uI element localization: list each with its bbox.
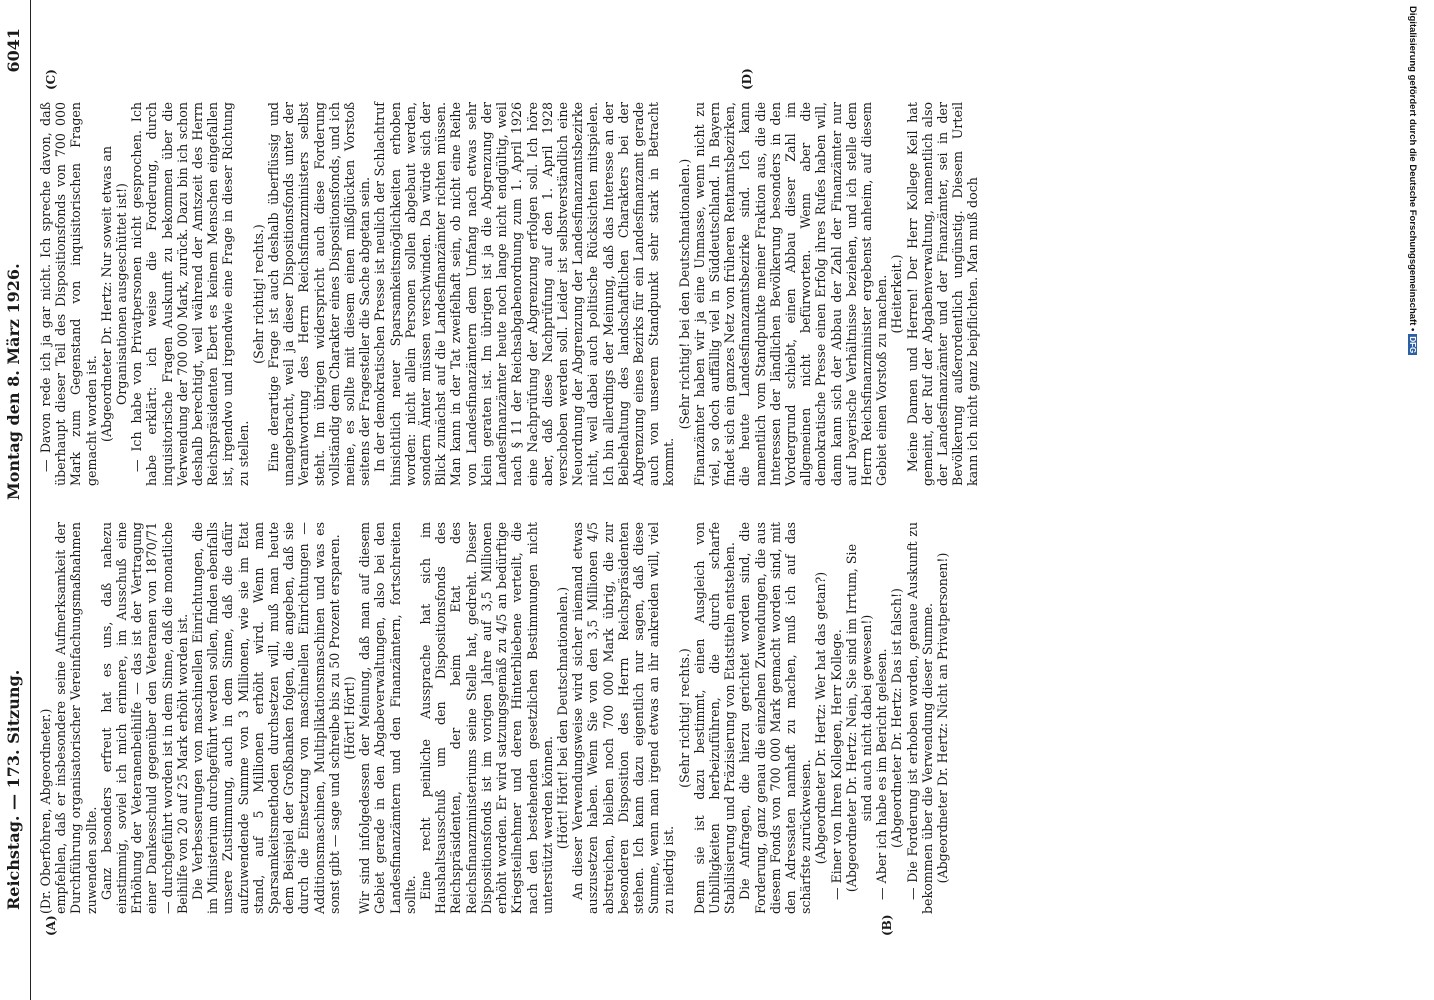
paragraph: — Einer von Ihren Kollegen, Herr Kollege. — [828, 629, 844, 900]
header-date: Montag den 8. März 1926. — [4, 263, 23, 500]
paragraph: Meine Damen und Herren! Der Herr Kollege Keil hat gemeint, der Ruf der Abgabenverwaltung, namentlich also der Landesfinanzämter und der Finanzämter, sei in der Bevölkerung außerordentlich ungünstig. Diesem Urteil kann ich nicht ganz beipflichten. Man muß doch — [904, 102, 981, 486]
paragraph: Die Anfragen, die hierzu gerichtet worden sind, die Forderung, ganz genau die einzelnen Zuwendungen, die aus diesem Fonds von 700 000 Mark gemacht worden sind, mit den Adressaten namhaft zu machen, muß ich auf das schärfste zurückweisen. — [737, 522, 814, 914]
paragraph: empfehlen, daß er insbesondere seine Aufmerksamkeit der Durchführung organisatorischer Vereinfachungsmaßnahmen zuwenden sollte. — [53, 522, 99, 914]
page-header — [0, 0, 31, 1000]
paragraph: (Abgeordneter Dr. Hertz: Wer hat das getan?) — [813, 571, 829, 865]
paragraph: Eine derartige Frage ist auch deshalb überflüssig und unangebracht, weil ja dieser Dispositionsfonds unter der Verantwortung des Herrn Reichsfinanzministers selbst steht. Im übrigen widerspricht auch diese Forderung vollständig dem Charakter eines Dispositionsfonds, und ich meine, es sollte mit diesem einen mißglückten Vorstoß seitens der Fragesteller die Sache abgetan sein. — [266, 102, 373, 486]
paragraph: (Sehr richtig! rechts.) — [250, 224, 266, 364]
paragraph: An dieser Verwendungsweise wird sicher niemand etwas auszusetzen haben. Wenn Sie von den 3,5 Millionen 4/5 abstreichen, bleiben noch 700 000 Mark übrig, die zur besonderen Disposition des Herrn Reichspräsidenten stehen. Ich kann dazu eigentlich nur sagen, daß diese Summe, wenn man irgend etwas an ihr ankreiden will, viel zu niedrig ist. — [570, 522, 677, 914]
paragraph: — Davon rede ich ja gar nicht. Ich spreche davon, daß überhaupt dieser Teil des Dispositionsfonds von 700 000 Mark zum Gegenstand von inquisitorischen Fragen gemacht worden ist. — [38, 102, 99, 486]
left-column — [38, 522, 950, 914]
paragraph: Eine recht peinliche Aussprache hat sich im Haushaltsausschuß um den Dispositionsfonds des Reichspräsidenten, der beim Etat des Reichsfinanzministeriums seine Stelle hat, gedreht. Dieser Dispositionsfonds ist im vorigen Jahre auf 3,5 Millionen erhöht worden. Er wird satzungsgemäß zu 4/5 an bedürftige Kriegsteilnehmer und deren Hinterbliebene verteilt, die nach den bestehenden gesetzlichen Bestimmungen nicht unterstützt werden können. — [418, 522, 555, 914]
margin-marker-a: (A) — [44, 915, 58, 936]
digitization-credit — [1402, 6, 1418, 994]
paragraph: — Die Forderung ist erhoben worden, genaue Auskunft zu bekommen über die Verwendung dieser Summe. — [904, 522, 935, 914]
credit-text: Digitalisierung gefördert durch die Deutsche Forschungsgemeinschaft • — [1407, 6, 1418, 332]
paragraph: Finanzämter haben wir ja eine Unmasse, wenn nicht zu viel, so doch auffällig viel in Süddeutschland. In Bayern findet sich ein ganzes Netz von früheren Rentamtsbezirken, die heute Landesfinanzamtsbezirke sind. Ich kann namentlich vom Standpunkte meiner Fraktion aus, die die Interessen der ländlichen Bevölkerung besonders in den Vordergrund schiebt, einen Abbau dieser Zahl im allgemeinen nicht befürworten. Wenn aber die demokratische Presse einen Erfolg ihres Rufes haben will, dann kann sich der Abbau der Zahl der Finanzämter nur auf bayerische Verhältnisse beziehen, und ich stelle dem Herrn Reichsfinanzminister ergebenst anheim, auf diesem Gebiet einen Vorstoß zu machen. — [691, 102, 890, 486]
paragraph: (Hört! Hört!) — [342, 676, 358, 760]
dfg-logo: DFG — [1408, 336, 1417, 354]
paragraph: (Abgeordneter Dr. Hertz: Nicht an Privatpersonen!) — [934, 552, 950, 884]
paragraph: Wir sind infolgedessen der Meinung, daß man auf diesem Gebiet gerade in den Abgabeverwaltungen, also bei den Landesfinanzämtern und den Finanzämtern, fortschreiten sollte. — [357, 522, 418, 914]
paragraph: Die Verbesserungen von maschinellen Einrichtungen, die im Ministerium durchgeführt werden sollen, finden ebenfalls unsere Zustimmung, auch in dem Sinne, daß die dafür aufzuwendende Summe von 3 Millionen, wie sie im Etat stand, auf 5 Millionen erhöht wird. Wenn man Sparsamkeitsmethoden durchsetzen will, muß man heute dem Beispiel der Großbanken folgen, die angeben, daß sie durch die Einsetzung von maschinellen Einrichtungen — Additionsmaschinen, Multiplikationsmaschinen und was es sonst gibt — sage und schreibe bis zu 50 Prozent ersparen. — [190, 522, 342, 914]
paragraph: (Abgeordneter Dr. Hertz: Nein, Sie sind im Irrtum, Sie sind auch nicht dabei gewesen!) — [843, 543, 874, 893]
paragraph: (Dr. Oberfohren, Abgeordneter.) — [38, 708, 53, 914]
paragraph: (Heiterkeit.) — [889, 254, 905, 334]
page-number: 6041 — [4, 28, 23, 73]
paragraph: Ganz besonders erfreut hat es uns, daß nahezu einstimmig, soviel ich mich erinnere, im Ausschuß eine Erhöhung der Veteranenbeihilfe — das ist der Vertragung einer Dankesschuld gegenüber den Veteranen von 1870/71 — durchgeführt worden ist in dem Sinne, daß die monatliche Beihilfe von 20 auf 25 Mark erhöht worden ist. — [98, 522, 190, 914]
paragraph: — Aber ich habe es im Bericht gelesen. — [874, 648, 890, 900]
margin-marker-d: (D) — [740, 68, 754, 90]
paragraph: Denn sie ist dazu bestimmt, einen Ausgleich von Unbilligkeiten herbeizuführen, die durch scharfe Stabilisierung und Präzisierung von Etatstiteln entstehen. — [691, 522, 738, 914]
paragraph: (Abgeordneter Dr. Hertz: Nur soweit etwas an Organisationen ausgeschüttet ist!) — [98, 146, 130, 442]
paragraph: (Sehr richtig! rechts.) — [676, 648, 692, 788]
paragraph: (Sehr richtig! bei den Deutschnationalen.) — [676, 158, 692, 430]
paragraph: In der demokratischen Presse ist neulich der Schlachtruf hinsichtlich neuer Sparsamkeitsmöglichkeiten erhoben worden: nicht allein Personen sollen abgebaut werden, sondern Ämter müssen verschwinden. Da würde sich der Blick zunächst auf die Landesfinanzämter richten müssen. Man kann in der Tat zweifelhaft sein, ob nicht eine Reihe von Landesfinanzämtern dem Umfang nach etwas sehr klein geraten ist. Im übrigen ist ja die Abgrenzung der Landesfinanzämter heute noch lange nicht endgültig, weil nach § 11 der Reichsabgabenordnung zum 1. April 1926 eine Nachprüfung der Abgrenzung erfolgen soll. Ich höre aber, daß diese Nachprüfung auf den 1. April 1928 verschoben werden soll. Leider ist selbstverständlich eine Neuordnung der Abgrenzung der Landesfinanzamtsbezirke nicht, weil dabei auch politische Rücksichten mitspielen. Ich bin allerdings der Meinung, daß das Interesse an der Beibehaltung des landschaftlichen Charakters bei der Abgrenzung eines Bezirks für ein Landesfinanzamt gerade auch von unserem Standpunkt sehr stark in Betracht kommt. — [372, 102, 677, 486]
right-column — [38, 102, 981, 486]
margin-marker-c: (C) — [44, 69, 58, 90]
paragraph: — Ich habe von Privatpersonen nicht gesprochen. Ich habe erklärt: ich weise die Forderung, durch inquisitorische Fragen Auskunft zu bekommen über die Verwendung der 700 000 Mark, zurück. Dazu bin ich schon deshalb berechtigt, weil während der Amtszeit des Herrn Reichspräsidenten Ebert es keinem Menschen eingefallen ist, irgendwo und irgendwie eine Frage in dieser Richtung zu stellen. — [129, 102, 251, 486]
paragraph: (Hört! Hört! bei den Deutschnationalen.) — [554, 586, 570, 850]
paragraph: (Abgeordneter Dr. Hertz: Das ist falsch!) — [889, 588, 905, 848]
header-session: Reichstag. — 173. Sitzung. — [4, 669, 23, 910]
margin-marker-b: (B) — [880, 914, 894, 936]
